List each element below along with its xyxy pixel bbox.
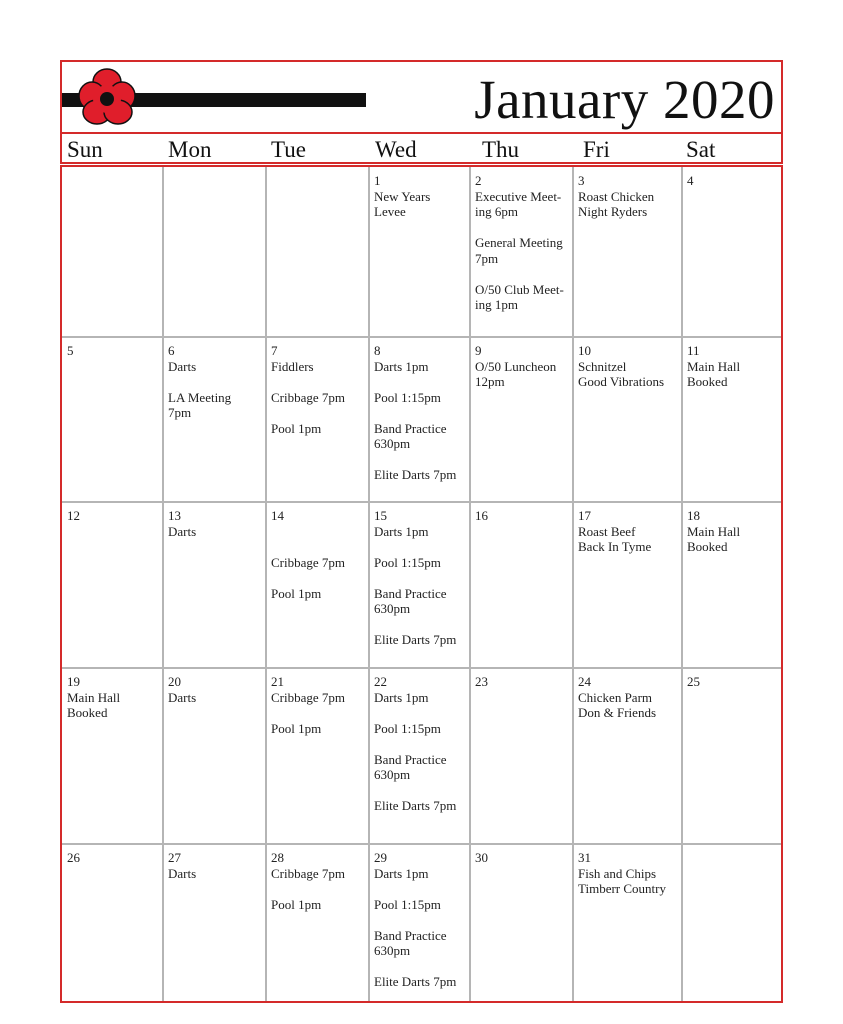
event-text: Darts 1pm <box>374 358 429 374</box>
event-text: Pool 1pm <box>271 896 322 912</box>
weekday-sat: Sat <box>686 137 716 162</box>
event-text: LA Meeting 7pm <box>168 389 232 420</box>
day-cell <box>578 508 679 555</box>
event-text: Darts <box>168 689 197 705</box>
day-cell <box>578 850 679 897</box>
event-text: Cribbage 7pm <box>271 865 346 881</box>
day-number: 6 <box>168 343 175 358</box>
day-number: 23 <box>475 674 488 689</box>
day-number: 12 <box>67 508 80 523</box>
day-cell <box>67 850 160 866</box>
day-number: 3 <box>578 173 585 188</box>
event-text: General Meeting 7pm <box>475 235 563 266</box>
grid-row-divider <box>62 501 781 503</box>
grid-column-divider <box>368 167 370 1001</box>
day-number: 20 <box>168 674 181 689</box>
weekday-header <box>60 133 783 164</box>
day-cell <box>374 674 467 814</box>
day-number: 27 <box>168 850 181 865</box>
event-text: Chicken Parm Don & Friends <box>578 689 656 720</box>
grid-row-divider <box>62 336 781 338</box>
day-cell <box>168 674 263 705</box>
day-number: 24 <box>578 674 591 689</box>
poppy-icon <box>75 66 139 130</box>
event-text: Darts 1pm <box>374 689 429 705</box>
event-text: Pool 1:15pm <box>374 389 441 405</box>
day-number: 16 <box>475 508 488 523</box>
event-text: New Years Levee <box>374 188 431 219</box>
weekday-sun: Sun <box>67 137 103 162</box>
weekday-thu: Thu <box>482 137 520 162</box>
day-number: 13 <box>168 508 181 523</box>
calendar-header <box>60 60 783 134</box>
day-cell <box>67 674 160 721</box>
day-number: 17 <box>578 508 591 523</box>
day-number: 21 <box>271 674 284 689</box>
day-cell <box>374 343 467 483</box>
day-number: 5 <box>67 343 74 358</box>
event-text: Main Hall Booked <box>687 523 741 554</box>
calendar-grid <box>60 165 783 1003</box>
day-number: 9 <box>475 343 482 358</box>
event-text: Pool 1pm <box>271 720 322 736</box>
grid-column-divider <box>265 167 267 1001</box>
grid-column-divider <box>162 167 164 1001</box>
grid-column-divider <box>572 167 574 1001</box>
day-cell <box>374 508 467 648</box>
event-text: Elite Darts 7pm <box>374 632 457 647</box>
day-number: 1 <box>374 173 381 188</box>
day-number: 26 <box>67 850 80 865</box>
event-text: Band Practice 630pm <box>374 751 447 782</box>
event-text: Band Practice 630pm <box>374 585 447 616</box>
event-text: Cribbage 7pm <box>271 689 346 705</box>
day-cell <box>374 173 467 220</box>
month-title: January 2020 <box>474 69 775 130</box>
event-text: Darts <box>168 523 197 539</box>
event-text: Pool 1pm <box>271 585 322 601</box>
event-text: Darts 1pm <box>374 865 429 881</box>
grid-row-divider <box>62 843 781 845</box>
day-number: 25 <box>687 674 700 689</box>
event-text: Roast Chicken Night Ryders <box>578 188 655 219</box>
event-text: Schnitzel Good Vibrations <box>578 358 665 389</box>
day-cell <box>687 674 778 690</box>
day-number: 31 <box>578 850 591 865</box>
day-cell <box>475 173 570 313</box>
event-text: Band Practice 630pm <box>374 420 447 451</box>
event-text: Roast Beef Back In Tyme <box>578 523 652 554</box>
day-number: 29 <box>374 850 387 865</box>
day-number: 11 <box>687 343 700 358</box>
event-text: Darts <box>168 358 197 374</box>
day-cell <box>578 343 679 390</box>
day-number: 30 <box>475 850 488 865</box>
event-text: O/50 Club Meet- ing 1pm <box>475 281 564 312</box>
day-number: 14 <box>271 508 284 523</box>
event-text: Darts 1pm <box>374 523 429 539</box>
day-cell <box>687 173 778 189</box>
day-number: 8 <box>374 343 381 358</box>
day-cell <box>475 674 570 690</box>
day-cell <box>67 343 160 359</box>
day-number: 19 <box>67 674 80 689</box>
day-cell <box>578 173 679 220</box>
day-cell <box>475 850 570 866</box>
day-cell <box>374 850 467 990</box>
day-cell <box>67 508 160 524</box>
day-cell <box>475 508 570 524</box>
day-cell <box>578 674 679 721</box>
day-cell <box>271 508 366 601</box>
day-number: 10 <box>578 343 591 358</box>
day-number: 15 <box>374 508 387 523</box>
day-number: 22 <box>374 674 387 689</box>
event-text: Band Practice 630pm <box>374 927 447 958</box>
event-text: Fish and Chips Timberr Country <box>578 865 666 896</box>
day-cell <box>475 343 570 390</box>
weekday-mon: Mon <box>168 137 212 162</box>
day-cell <box>687 343 778 390</box>
weekday-tue: Tue <box>271 137 306 162</box>
event-text: Cribbage 7pm <box>271 389 346 405</box>
day-cell <box>271 850 366 912</box>
event-text: Pool 1:15pm <box>374 720 441 736</box>
weekday-wed: Wed <box>375 137 417 162</box>
day-cell <box>168 850 263 881</box>
grid-column-divider <box>469 167 471 1001</box>
event-text <box>271 524 366 540</box>
event-text: Cribbage 7pm <box>271 554 346 570</box>
day-cell <box>168 508 263 539</box>
event-text: Pool 1pm <box>271 420 322 436</box>
event-text: Pool 1:15pm <box>374 554 441 570</box>
event-text: Elite Darts 7pm <box>374 798 457 813</box>
day-cell <box>168 343 263 421</box>
event-text: Elite Darts 7pm <box>374 467 457 482</box>
event-text: O/50 Luncheon 12pm <box>475 358 557 389</box>
event-text: Main Hall Booked <box>687 358 741 389</box>
event-text: Fiddlers <box>271 358 314 374</box>
day-number: 7 <box>271 343 278 358</box>
weekday-fri: Fri <box>583 137 610 162</box>
day-cell <box>687 508 778 555</box>
day-number: 28 <box>271 850 284 865</box>
grid-column-divider <box>681 167 683 1001</box>
day-number: 4 <box>687 173 694 188</box>
event-text: Executive Meet- ing 6pm <box>475 188 562 219</box>
day-cell <box>271 343 366 436</box>
event-text: Pool 1:15pm <box>374 896 441 912</box>
event-text: Darts <box>168 865 197 881</box>
day-cell <box>271 674 366 736</box>
event-text: Main Hall Booked <box>67 689 121 720</box>
grid-row-divider <box>62 667 781 669</box>
day-number: 2 <box>475 173 482 188</box>
event-text: Elite Darts 7pm <box>374 974 457 989</box>
day-number: 18 <box>687 508 700 523</box>
